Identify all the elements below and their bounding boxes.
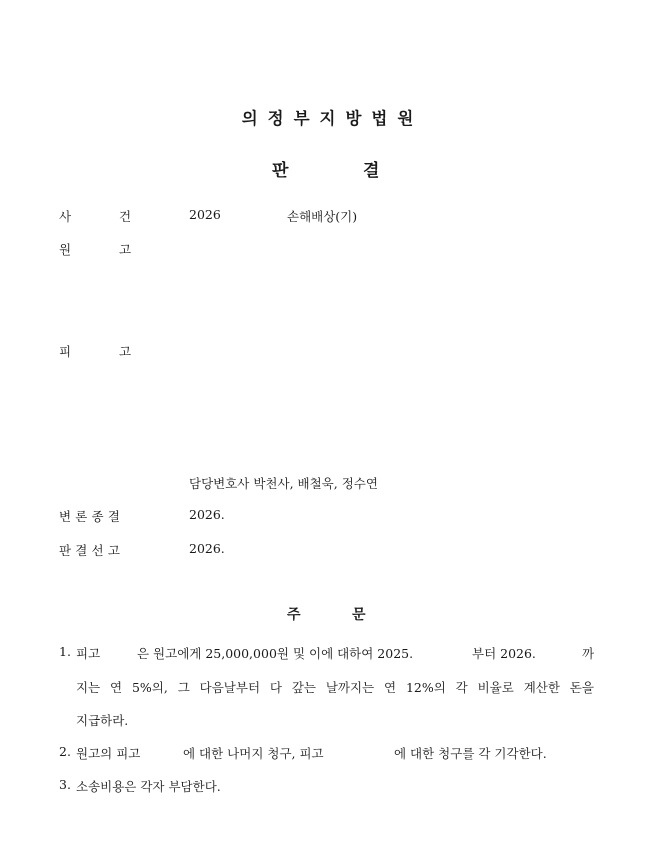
order-1-word: 갚는 xyxy=(291,680,316,695)
order-1-word: 지는 xyxy=(76,680,101,695)
order-1-number: 1. xyxy=(59,644,71,659)
order-1-line-3: 지급하라. xyxy=(76,713,129,728)
order-1-word: 비율로 xyxy=(477,680,514,695)
judgment-label: 판결선고 xyxy=(59,543,125,558)
defendant-label-a: 피 xyxy=(59,344,72,359)
order-1-seg-2: 은 원고에게 25,000,000원 및 이에 대하여 2025. xyxy=(137,646,414,661)
case-label-a: 사 xyxy=(59,209,72,224)
order-1-line-2 xyxy=(76,678,594,696)
order-1-word: 돈을 xyxy=(569,680,594,695)
order-1-seg-3: 부터 2026. xyxy=(472,646,536,661)
order-1-seg-4: 까 xyxy=(582,646,595,661)
order-title-left: 주 xyxy=(287,607,301,623)
order-1-word: 5%의, xyxy=(131,680,168,695)
order-1-word: 연 xyxy=(384,680,397,695)
order-1-word: 다 xyxy=(269,680,282,695)
case-label-b: 건 xyxy=(119,209,132,224)
closing-label: 변론종결 xyxy=(59,509,125,524)
case-name: 손해배상(기) xyxy=(287,209,358,224)
order-2-seg-2: 에 대한 나머지 청구, 피고 xyxy=(183,746,324,761)
order-title-right: 문 xyxy=(352,607,366,623)
document-title-right: 결 xyxy=(363,161,380,181)
order-2-seg-3: 에 대한 청구를 각 기각한다. xyxy=(394,746,547,761)
court-name: 의정부지방법원 xyxy=(241,109,424,128)
order-3-text: 소송비용은 각자 부담한다. xyxy=(76,779,221,794)
document-title-left: 판 xyxy=(272,161,289,181)
closing-date: 2026. xyxy=(189,507,225,522)
plaintiff-label-a: 원 xyxy=(59,242,72,257)
order-1-word: 날까지는 xyxy=(325,680,375,695)
judgment-date: 2026. xyxy=(189,541,225,556)
order-2-seg-1: 원고의 피고 xyxy=(76,746,141,761)
order-1-word: 그 xyxy=(177,680,190,695)
order-1-word: 12%의 xyxy=(405,680,446,695)
attorney-line: 담당변호사 박천사, 배철욱, 정수연 xyxy=(189,476,378,491)
order-2-number: 2. xyxy=(59,744,71,759)
order-1-seg-1: 피고 xyxy=(76,646,101,661)
order-1-word: 계산한 xyxy=(523,680,560,695)
defendant-label-b: 고 xyxy=(119,344,132,359)
order-1-word: 각 xyxy=(455,680,468,695)
plaintiff-label-b: 고 xyxy=(119,242,132,257)
case-number: 2026 xyxy=(189,207,221,222)
order-3-number: 3. xyxy=(59,777,71,792)
order-1-word: 연 xyxy=(110,680,123,695)
order-1-word: 다음날부터 xyxy=(199,680,261,695)
